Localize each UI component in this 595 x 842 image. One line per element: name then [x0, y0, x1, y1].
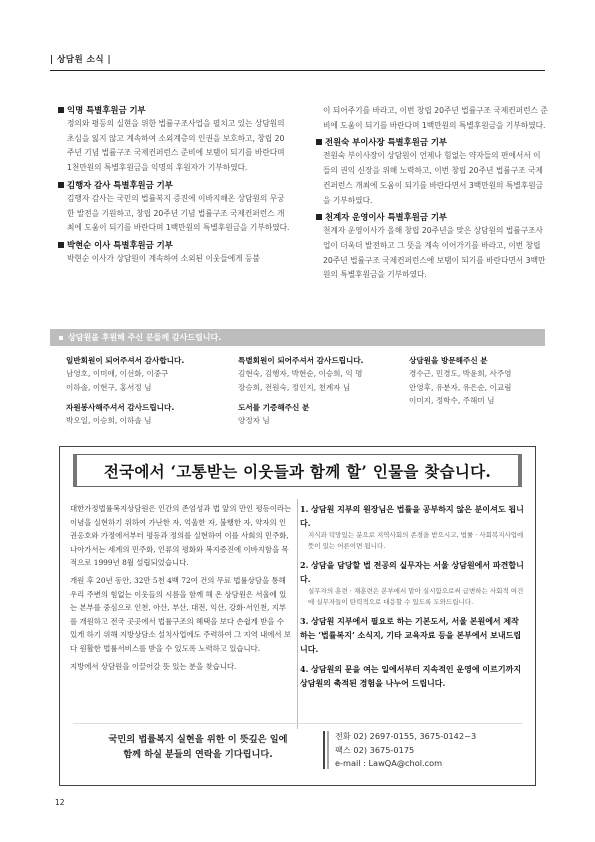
recruitment-item: [300, 558, 526, 608]
thanks-column-1: [66, 354, 236, 435]
section-body: 전원숙 부이사장이 상담원이 언제나 힘없는 약자들의 편에서서 이들의 권익 신장을 위해 노력하고, 이번 창립 20주년 법률구조 국제컨퍼런스 개최에 도움이 되기를 바란다면서 3백만원의 특별후원금을 기부하였다.: [323, 151, 544, 205]
intro-paragraph: 개원 후 20년 동안, 32만 5천 4백 72여 건의 무료 법률상담을 통해 우리 주변의 힘없는 이웃들의 시름을 함께 해 온 상담원은 서울에 있는 본부를 중심으로 인천, 아산, 부산, 대전, 익산, 강화·서인천, 지부를 개원하고 전국 곳곳에서 법률구조의 혜택을 보다 손쉽게 받을 수 있게 하기 위해 지방상담소 설치사업에도 주력하여 그 지역 내에서 보다 원활한 법률서비스를 받을 수 있도록 노력하고 있습니다.: [70, 575, 292, 653]
square-bullet-icon: [58, 182, 64, 188]
section-title: 천계자 운영이사 특별후원금 기부: [325, 212, 448, 223]
section-body: 이 되어주기를 바라고, 이번 창립 20주년 법률구조 국제컨퍼런스 준비에 도움이 되기를 바란다며 1백만원의 특별후원금을 기부하였다.: [323, 106, 548, 130]
thanks-banner: [50, 329, 545, 346]
thanks-names: 장승희, 전원숙, 정인지, 천계자 님: [238, 382, 351, 392]
section-header-label: | 상담원 소식 |: [50, 55, 112, 65]
page-number: 12: [55, 798, 65, 807]
thanks-names: 양정자 님: [238, 416, 270, 425]
square-bullet-icon: [59, 336, 63, 340]
thanks-list: [66, 354, 546, 434]
section-title: 박현순 이사 특별후원금 기부: [67, 239, 173, 250]
thanks-names: 이하솔, 이현구, 홍서정 님: [66, 382, 152, 392]
thanks-column-2: [238, 354, 408, 435]
contact-fax: 팩스 02) 3675-0175: [335, 744, 415, 755]
donation-section: [58, 179, 290, 236]
thanks-column-3: [409, 354, 579, 415]
donation-section: [316, 211, 548, 283]
thanks-group-title: 상담원을 방문해주신 분: [409, 356, 488, 365]
divider-bars: [323, 731, 329, 769]
footer-message-line: 함께 하실 분들의 연락을 기다립니다.: [123, 749, 273, 760]
square-bullet-icon: [316, 139, 322, 145]
section-title: 익명 특별후원금 기부: [67, 105, 146, 115]
intro-paragraph: 지방에서 상담원을 이끌어갈 뜻 있는 분을 찾습니다.: [70, 661, 237, 671]
column-divider: [297, 499, 298, 729]
recruitment-box: [59, 446, 536, 786]
thanks-names: 남영호, 이미애, 이선화, 이중구: [66, 369, 169, 378]
section-body: 정의와 평등의 실현을 위한 법률구조사업을 펼치고 있는 상담원의 초심을 잃지 않고 계속하여 소외계층의 인권을 보호하고, 창립 20주년 기념 법률구조 국제컨퍼런스 준비에 보탬이 되기를 바란다며 1천만원의 특별후원금을 익명의 후원자가 기부하였다.: [67, 119, 285, 173]
donation-section: [58, 104, 290, 176]
thanks-group: [409, 354, 579, 408]
donation-section: [58, 239, 290, 267]
thanks-names: 이미지, 정학수, 주해미 님: [409, 396, 495, 405]
recruitment-item: [300, 614, 526, 656]
square-bullet-icon: [58, 242, 64, 248]
recruitment-intro: [70, 502, 292, 677]
footer-message: [83, 732, 313, 762]
footer-message-line: 국민의 법률복지 실현을 위한 이 뜻깊은 일에: [108, 734, 288, 745]
thanks-names: 김현숙, 김행자, 박현순, 이승희, 익 명: [238, 369, 363, 378]
section-title: 전원숙 부이사장 특별후원금 기부: [325, 137, 448, 148]
thanks-group-title: 도서를 기증해주신 분: [238, 403, 310, 412]
item-description: 실무자의 훈련 · 재훈련은 본부에서 맡아 실시함으로써 급변하는 사회적 여건에 실무자들이 탄력적으로 대응할 수 있도록 도와드립니다.: [308, 587, 524, 606]
header-divider: [50, 70, 545, 71]
item-title: 4. 상담원의 문을 여는 일에서부터 지속적인 운영에 이르기까지 상담원의 축적된 경험을 나누어 드립니다.: [300, 664, 522, 688]
thanks-group-title: 특별회원이 되어주셔서 감사드립니다.: [238, 356, 364, 365]
thanks-group-title: 자원봉사해주셔서 감사드립니다.: [66, 403, 175, 412]
item-title: 3. 상담원 지부에서 필요로 하는 기본도서, 서울 본원에서 제작하는 ‘법률복지’ 소식지, 기타 교육자료 등을 본부에서 보내드립니다.: [300, 616, 522, 654]
left-column: [58, 104, 290, 286]
recruitment-item: [300, 662, 526, 690]
thanks-names: 경수근, 민경도, 박윤희, 사주영: [409, 369, 512, 378]
right-column: [316, 104, 548, 286]
thanks-group: [238, 354, 408, 394]
contact-email[interactable]: e-mail : LawQA@chol.com: [335, 758, 443, 768]
donation-section: [316, 136, 548, 208]
recruitment-footer: [73, 723, 522, 773]
thanks-names: 박오일, 이승희, 이하솔 님: [66, 416, 152, 425]
section-body: 박현순 이사가 상담원이 계속하여 소외된 이웃들에게 등불: [67, 253, 260, 263]
thanks-group-title: 일반회원이 되어주셔서 감사합니다.: [66, 356, 185, 365]
contact-phone: 전화 02) 2697-0155, 3675-0142~3: [335, 731, 477, 741]
recruitment-title: 전국에서 ‘고통받는 이웃들과 함께 할’ 인물을 찾습니다.: [103, 461, 492, 481]
item-title: 2. 상담을 담당할 법 전공의 실무자는 서울 상담원에서 파견합니다.: [300, 560, 524, 584]
recruitment-title-frame: [73, 454, 522, 487]
item-description: 지식과 덕망있는 분으로 지역사회의 존경을 받으시고, 법률 · 사회복지사업에 뜻이 있는 어른이면 됩니다.: [308, 531, 524, 550]
thanks-names: 안영후, 유분자, 유은순, 이교림: [409, 382, 512, 392]
banner-text: 상담원을 후원해 주신 분들께 감사드립니다.: [68, 333, 222, 342]
section-body: 김행자 감사는 국민의 법률복지 증진에 이바지해온 상담원의 무궁한 발전을 기원하고, 창립 20주년 기념 법률구조 국제컨퍼런스 개최에 도움이 되기를 바란다며 1백만원의 특별후원금을 기부하였다.: [67, 193, 290, 233]
section-body: 천계자 운영이사가 올해 창립 20주년을 맞은 상담원의 법률구조사업이 더욱더 발전하고 그 뜻을 계속 이어가기를 바라고, 이번 창립 20주년 법률구조 국제컨퍼런스에 보탬이 되기를 바란다면서 3백만원의 특별후원금을 기부하였다.: [323, 226, 546, 280]
thanks-group: [238, 401, 408, 428]
intro-paragraph: 대한가정법률복지상담원은 인간의 존엄성과 법 앞의 만인 평등이라는 이념을 실현하기 위하여 가난한 자, 억울한 자, 불행한 자, 약자의 인권옹호와 가정에서부터 평등과 정의를 실현하여 이를 사회의 민주화, 나아가서는 세계의 민주화, 인류의 평화와 복지증진에 이바지함을 목적으로 1999년 8월 설립되었습니다.: [70, 504, 292, 568]
section-title: 김행자 감사 특별후원금 기부: [67, 179, 173, 190]
thanks-group: [66, 354, 236, 394]
contact-info: [335, 730, 476, 771]
square-bullet-icon: [316, 214, 322, 220]
item-title: 1. 상담원 지부의 원장님은 법률을 공부하지 않은 분이셔도 됩니다.: [300, 504, 524, 528]
donation-section-continued: [316, 104, 548, 133]
recruitment-items: [300, 502, 526, 696]
thanks-group: [66, 401, 236, 428]
recruitment-item: [300, 502, 526, 552]
square-bullet-icon: [58, 107, 64, 113]
donation-news-columns: [58, 104, 548, 286]
